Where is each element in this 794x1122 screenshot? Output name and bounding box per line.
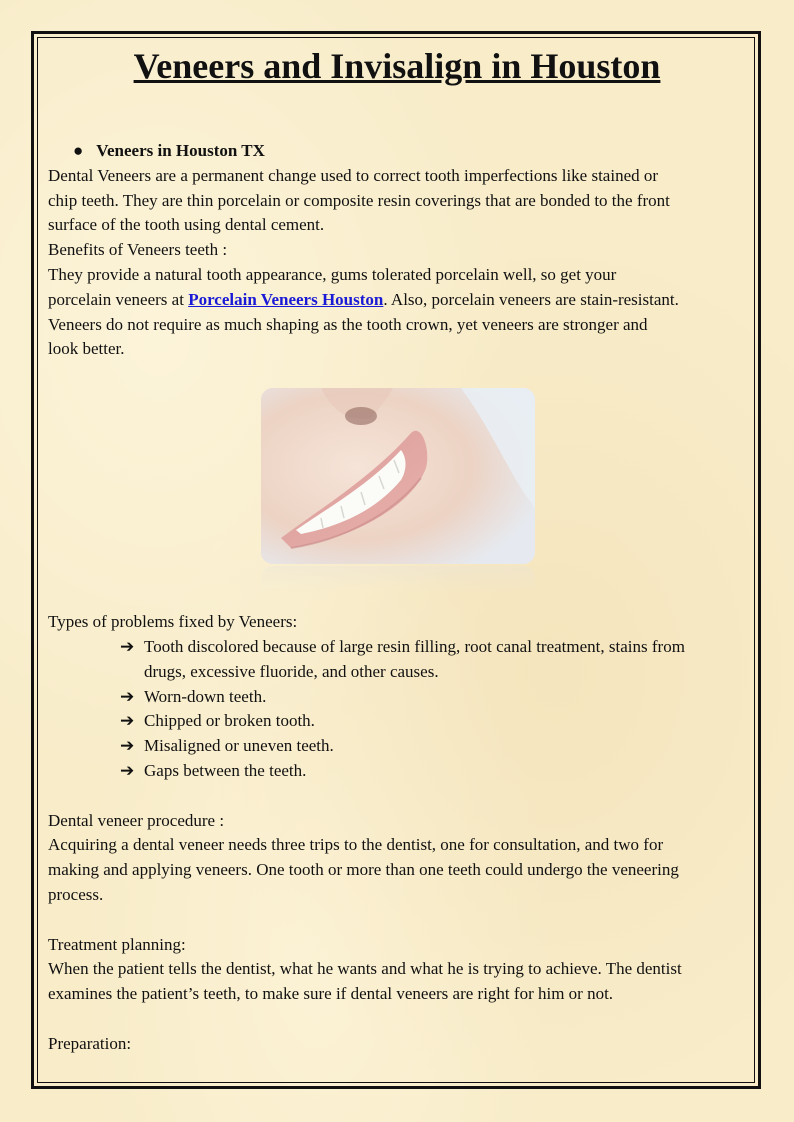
paragraph-line-with-link: porcelain veneers at Porcelain Veneers Houston. Also, porcelain veneers are stain-resistant. bbox=[48, 289, 679, 309]
arrow-right-icon: ➔ bbox=[120, 711, 135, 731]
image-reflection bbox=[261, 566, 535, 592]
paragraph-line: Dental Veneers are a permanent change used to correct tooth imperfections like stained or bbox=[48, 165, 659, 185]
smile-photo bbox=[261, 388, 535, 592]
paragraph-line: Acquiring a dental veneer needs three trips to the dentist, one for consultation, and two for bbox=[48, 835, 664, 855]
planning-label: Treatment planning: bbox=[48, 934, 186, 954]
arrow-right-icon: ➔ bbox=[120, 760, 135, 780]
page-title: Veneers and Invisalign in Houston bbox=[133, 46, 661, 86]
paragraph-line: examines the patient’s teeth, to make sure if dental veneers are right for him or not. bbox=[48, 984, 614, 1004]
list-item: ➔ Misaligned or uneven teeth. bbox=[120, 734, 758, 759]
section-heading-veneers: ● Veneers in Houston TX bbox=[73, 141, 265, 160]
paragraph-line: surface of the tooth using dental cement. bbox=[48, 215, 325, 235]
arrow-right-icon: ➔ bbox=[120, 636, 135, 656]
list-item: ➔ Chipped or broken tooth. bbox=[120, 709, 758, 734]
arrow-right-icon: ➔ bbox=[120, 686, 135, 706]
procedure-label: Dental veneer procedure : bbox=[48, 810, 225, 830]
preparation-label: Preparation: bbox=[48, 1033, 132, 1053]
paragraph-line: look better. bbox=[48, 339, 125, 359]
paragraph-line: making and applying veneers. One tooth or more than one teeth could undergo the veneering bbox=[48, 860, 679, 880]
list-item: ➔ Gaps between the teeth. bbox=[120, 759, 758, 784]
list-item: ➔ Worn-down teeth. bbox=[120, 685, 758, 710]
paragraph-line: When the patient tells the dentist, what he wants and what he is trying to achieve. The dentist bbox=[48, 959, 682, 979]
article-body bbox=[48, 139, 758, 1057]
benefits-label: Benefits of Veneers teeth : bbox=[48, 240, 228, 260]
smile-image bbox=[261, 388, 535, 564]
paragraph-line: Veneers do not require as much shaping as the tooth crown, yet veneers are stronger and bbox=[48, 314, 648, 334]
arrow-right-icon: ➔ bbox=[120, 736, 135, 756]
problems-list bbox=[48, 635, 758, 784]
paragraph-line: process. bbox=[48, 884, 104, 904]
problems-label: Types of problems fixed by Veneers: bbox=[48, 612, 298, 632]
paragraph-line: chip teeth. They are thin porcelain or composite resin coverings that are bonded to the front bbox=[48, 190, 670, 210]
paragraph-line: They provide a natural tooth appearance, gums tolerated porcelain well, so get your bbox=[48, 264, 617, 284]
bullet-icon: ● bbox=[73, 141, 84, 160]
list-item: ➔ Tooth discolored because of large resin filling, root canal treatment, stains from drugs, excessive fluoride, and other causes. bbox=[120, 635, 758, 685]
smile-illustration bbox=[261, 388, 535, 564]
porcelain-veneers-link[interactable]: Porcelain Veneers Houston bbox=[188, 289, 384, 309]
